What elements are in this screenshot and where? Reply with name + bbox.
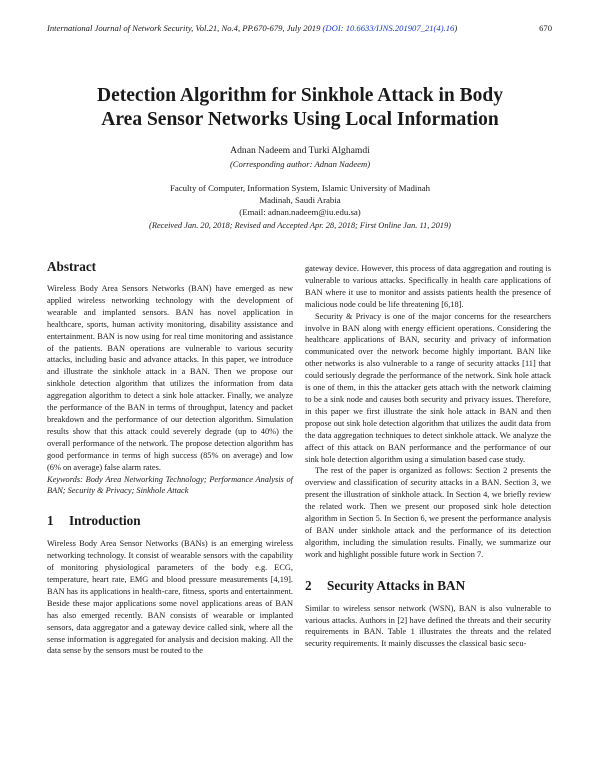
doi-close: ): [454, 23, 458, 33]
intro-paragraph-2: Security & Privacy is one of the major concerns for the researchers involve in BAN along with energy efficient operations. Considering the healthcare applications of BAN, security and privacy of information communicated over the network become highly important. BAN like other networks is also vulnerable to a range of security attacks [11] that could seriously degrade the performance of the network. Sink hole attack is one of them, in this the attacker gets attach with the network claiming to be a sink node and causes both security and privacy issues. Therefore, in this paper we first illustrate the sink hole attack in BAN and then propose out sink hole detection algorithm that utilizes the audit data from the data aggregation techniques to detect sinkhole attack. We analyze the affect of this attack on BAN performance and the performance of our sink hole detection algorithm using a simulation based case study.: [305, 311, 551, 464]
abstract-heading: Abstract: [47, 259, 97, 274]
page-number: 670: [539, 23, 552, 33]
affiliation-line-2: Madinah, Saudi Arabia: [259, 195, 341, 205]
section2-title: Security Attacks in BAN: [327, 577, 466, 593]
intro-heading: [47, 513, 293, 529]
abstract-text: Wireless Body Area Sensors Networks (BAN) have emerged as new applied wireless networking technology with the development of wearable and implanted sensors. BAN has novel application in healthcare, sports, human activity monitoring, disability assistance and entertainment. BAN is now using for real time monitoring and assistance of the patients. BAN operations are vulnerable to various security attacks, including basic and advance attacks. In this paper, we introduce and illustrate the sinkhole attack in a BAN. Then we propose our sinkhole detection algorithm that utilizes the information from data aggregation algorithm to detect a sink hole attacker. Finally, we analyze the performance of the BAN in terms of throughput, latency and packet breakdown and the performance of our detection algorithm. Simulation results show that this attack could severely degrade (up to 40%) the overall performance of the network. The propose detection algorithm has good performance in terms of high success (85% on average) and low (6% on average) false alarm rates.: [47, 284, 293, 472]
keywords-label: Keywords:: [47, 474, 83, 484]
left-column: [47, 259, 293, 657]
affiliation: [60, 182, 540, 218]
intro-text: Wireless Body Area Sensor Networks (BANs) is an emerging wireless networking technology. It consist of wearable sensors with the capability of monitoring physiological parameters of the body e.g. ECG, temperature, heart rate, EMG and blood pressure measurements [4,19]. BAN has its applications in health-care, fitness, sports and entertainment. Beside these major applications some novel applications areas of BAN has also emerged recently. BAN consists of wearable or implanted sensors, data aggregator and a gateway device called sink, where all the sense information is aggregated for analysis and decision making. All the data sense by the sensors must be routed to the: [47, 539, 293, 656]
authors: Adnan Nadeem and Turki Alghamdi: [230, 145, 370, 156]
title-line-1: Detection Algorithm for Sinkhole Attack in Body: [97, 85, 503, 106]
section2-text: Similar to wireless sensor network (WSN), BAN is also vulnerable to various attacks. Authors in [2] have defined the threats and their security requirements in BAN. Table 1 illustrates the threats and the related security requirements. It mainly discusses the classical basic secu-: [305, 603, 551, 649]
corresponding-author: (Corresponding author: Adnan Nadeem): [229, 159, 371, 169]
intro-number: 1: [47, 513, 54, 529]
intro-paragraph-3: The rest of the paper is organized as follows: Section 2 presents the overview and classification of security attacks in a BAN. Section 3, we present the illustration of sinkhole attack. In Section 4, we briefly review the related work. Then we present our proposed sink hole detection algorithm in Section 5. In Section 6, we present the performance analysis of BAN under sinkhole attack and the performance of its detection algorithm, including the simulation results. Finally, we summarize our work and highlight possible future work in Section 7.: [305, 466, 551, 559]
intro-title: Introduction: [69, 513, 141, 529]
journal-citation: International Journal of Network Security, Vol.21, No.4, PP.670-679, July 2019: [47, 23, 321, 33]
doi-link[interactable]: (DOI: 10.6633/IJNS.201907_21(4).16: [322, 23, 455, 33]
keywords-text: Body Area Networking Technology; Performance Analysis of BAN; Security & Privacy; Sinkhole Attack: [47, 474, 293, 496]
section2-number: 2: [305, 577, 312, 593]
right-column: [305, 263, 551, 650]
section2-heading: [305, 578, 551, 594]
keywords: [47, 474, 293, 498]
submission-dates: (Received Jan. 20, 2018; Revised and Accepted Apr. 28, 2018; First Online Jan. 11, 2019): [149, 221, 451, 230]
intro-paragraph-continued: gateway device. However, this process of data aggregation and routing is vulnerable to various attacks. Specifically in health care applications of BAN where it use to monitor and assists patients health the presence of malicious node could be life threatening [6,18].: [305, 264, 551, 309]
affiliation-line-1: Faculty of Computer, Information System, Islamic University of Madinah: [169, 183, 431, 193]
paper-title: [30, 84, 570, 132]
running-header: [47, 23, 552, 34]
title-line-2: Area Sensor Networks Using Local Information: [101, 109, 499, 130]
affiliation-email: (Email: adnan.nadeem@iu.edu.sa): [239, 207, 361, 217]
